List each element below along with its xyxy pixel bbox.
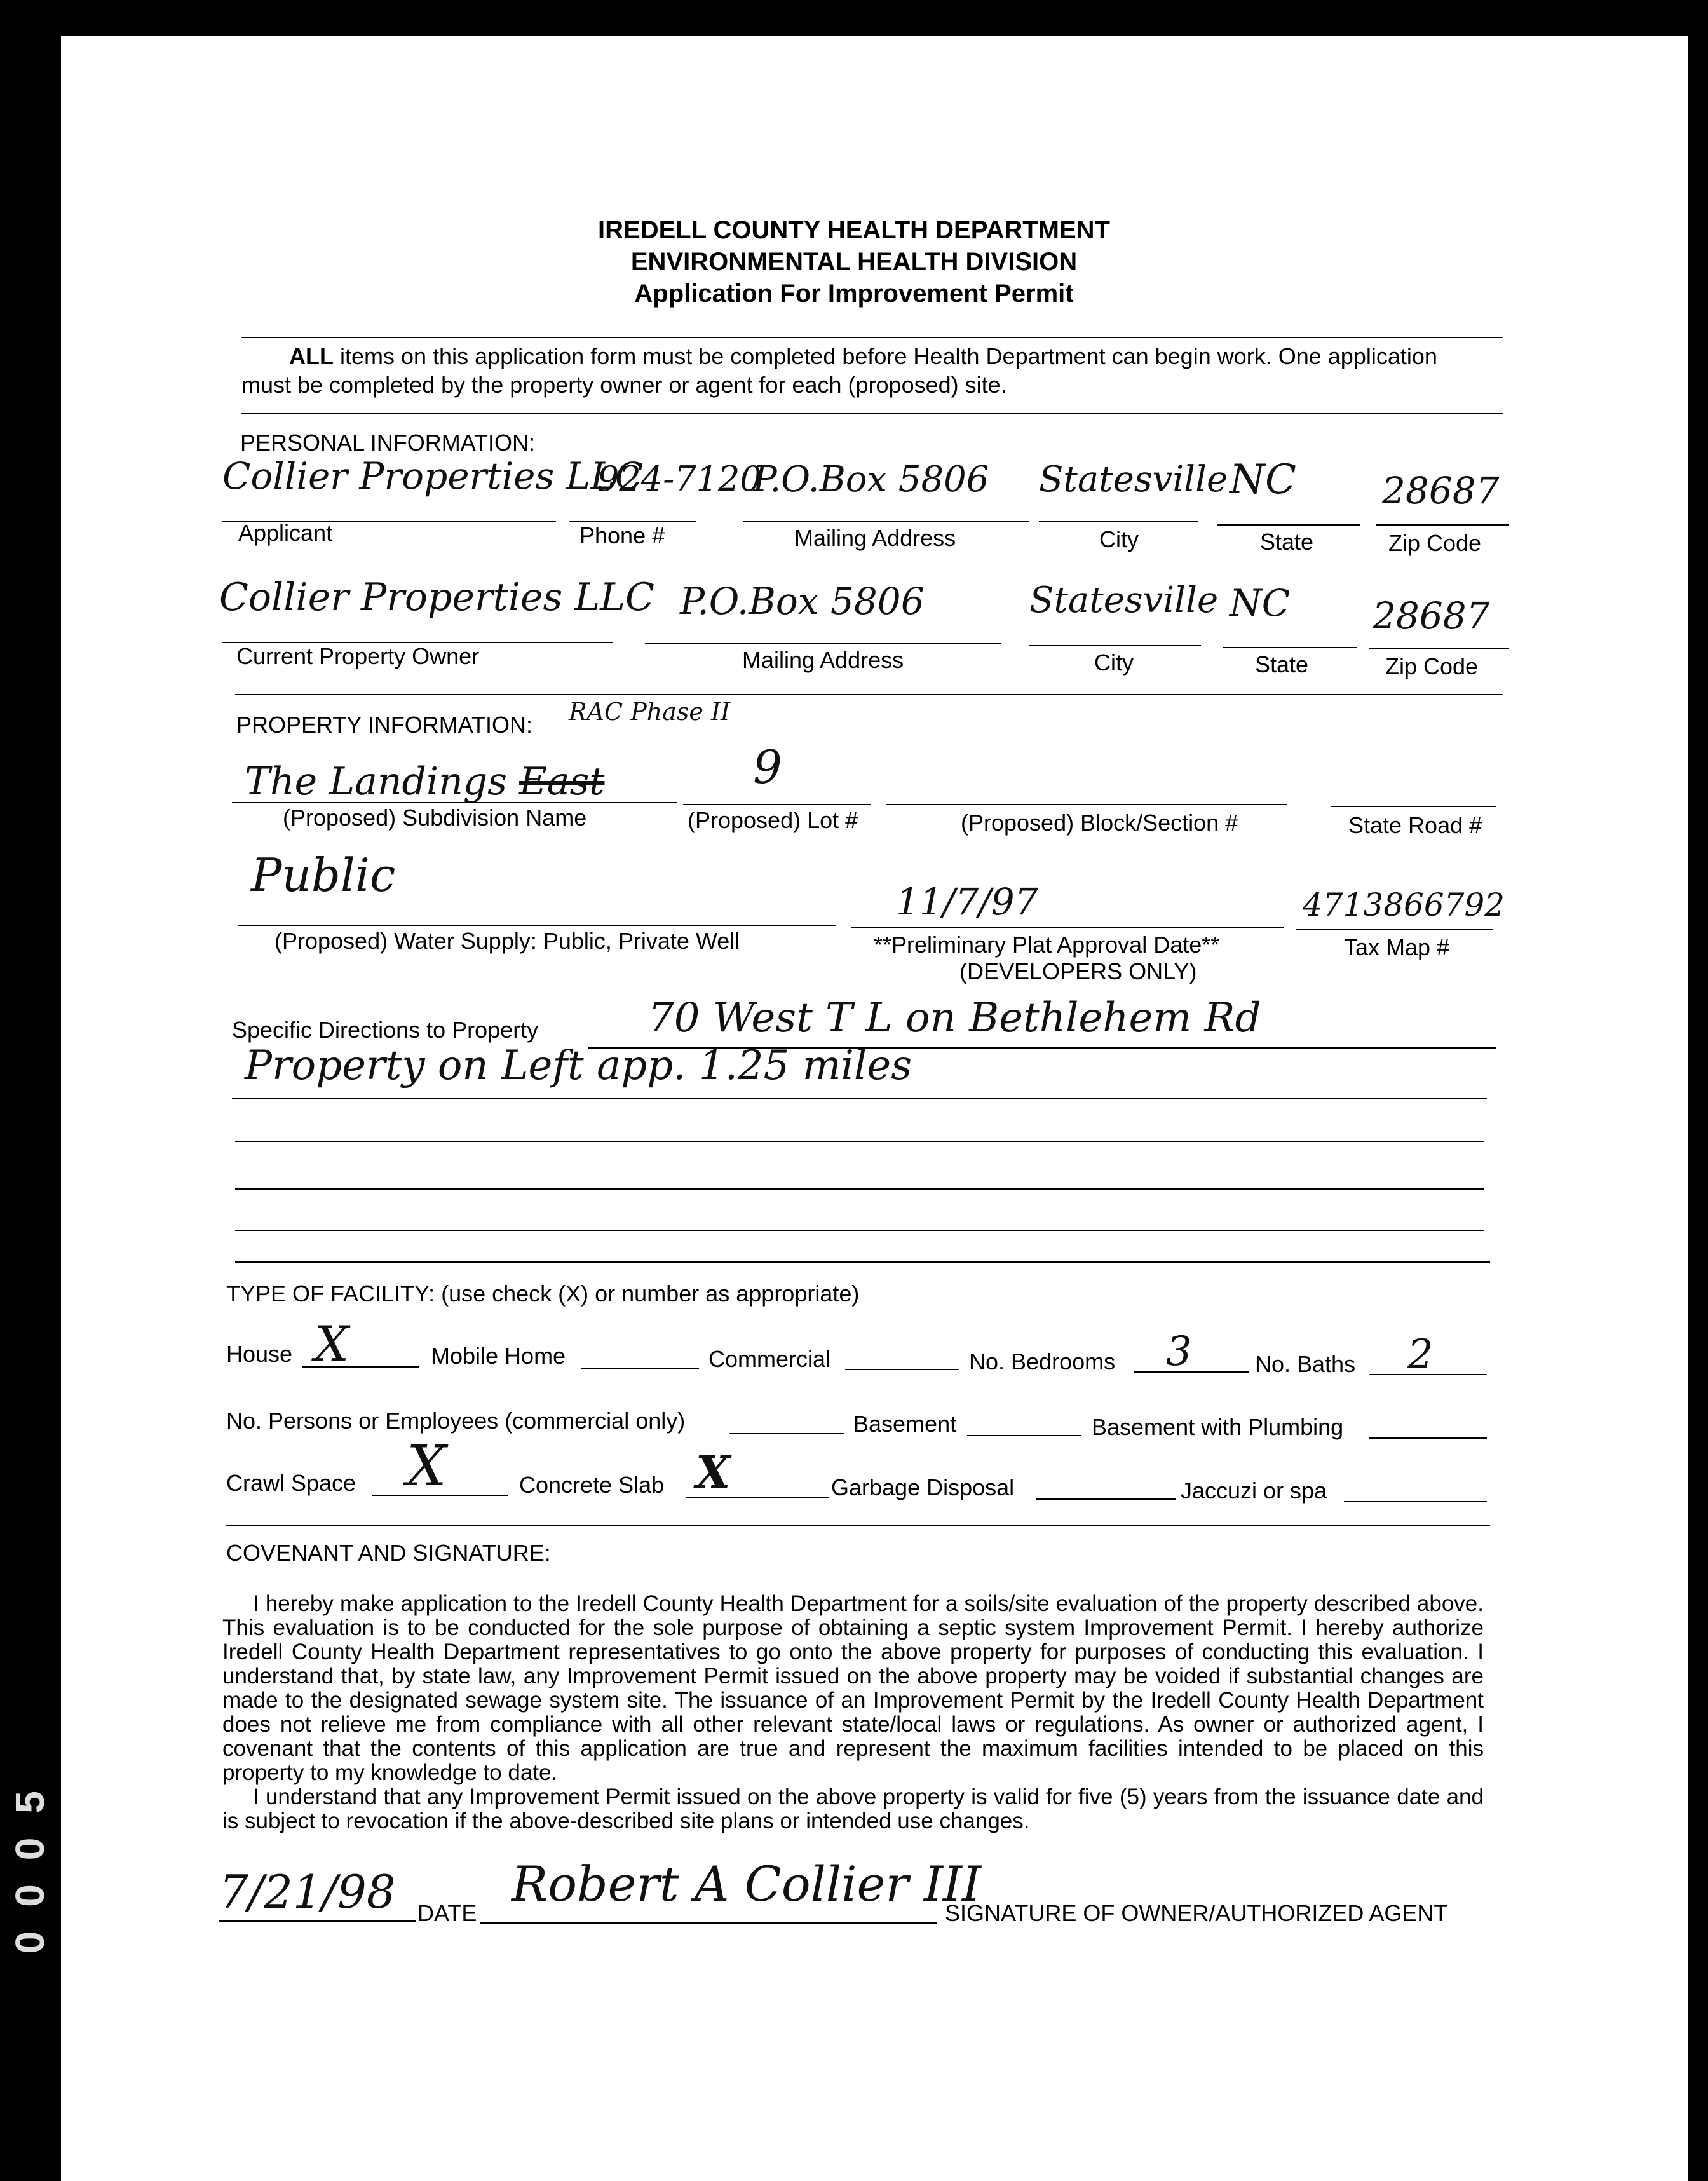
commercial-label: Commercial (708, 1346, 831, 1372)
phase-note: RAC Phase II (569, 698, 730, 726)
plat-date-label: **Preliminary Plat Approval Date** (874, 932, 1220, 958)
bedrooms-line (1134, 1371, 1249, 1373)
concrete-slab-line (686, 1497, 829, 1498)
subdivision-line (232, 802, 677, 803)
city-label: City (1099, 526, 1139, 552)
owner-zip-label: Zip Code (1385, 653, 1479, 679)
crawl-space-label: Crawl Space (226, 1470, 356, 1496)
owner-state-line (1223, 647, 1357, 648)
owner-city-label: City (1094, 649, 1134, 676)
zip-line (1376, 524, 1509, 526)
margin-stamp: 0005 (7, 1767, 53, 1954)
city-line (1039, 521, 1198, 522)
mailing-label: Mailing Address (794, 525, 956, 551)
divider (241, 337, 1503, 338)
owner-city-line (1029, 645, 1201, 646)
divider (241, 413, 1503, 414)
directions-label: Specific Directions to Property (232, 1017, 539, 1043)
owner-zip-line (1369, 648, 1509, 649)
directions-line3 (235, 1141, 1484, 1142)
date-value: 7/21/98 (219, 1865, 396, 1919)
basement-label: Basement (853, 1411, 957, 1437)
tax-map-label: Tax Map # (1344, 934, 1450, 960)
lot-line (683, 804, 871, 805)
phone-label: Phone # (580, 522, 665, 548)
date-label: DATE (417, 1900, 477, 1926)
intro-bold: ALL (289, 343, 334, 369)
signature-value: Robert A Collier III (512, 1856, 982, 1912)
baths-value: 2 (1407, 1331, 1434, 1378)
crawl-space-value: X (407, 1433, 447, 1498)
covenant-paragraph-1: I hereby make application to the Iredell County Health Department for a soils/site evaluation of the property described above. This evaluation is to be conducted for the sole purpose of obtaining a septic system Improvement Permit. I hereby authorize Iredell County Health Department representatives to go onto the above property for purposes of conducting this evaluation. I understand that, by state law, any Improvement Permit issued on the above property may be voided if substantial changes are made to the designated sewage system site. The issuance of an Improvement Permit by the Iredell County Health Department does not relieve me from compliance with all other relevant state/local laws or regulations. As owner or authorized agent, I covenant that the contents of this application are true and represent the maximum facilities intended to be placed on this property to my knowledge to date. (222, 1591, 1484, 1785)
city-value: Statesville (1039, 459, 1228, 500)
owner-city-value: Statesville (1029, 580, 1219, 621)
signature-line (480, 1922, 937, 1924)
covenant-paragraph-2: I understand that any Improvement Permit issued on the above property is valid for five (5) years from the issuance date and is subject to revocation if the above-described site plans or intended use changes. (222, 1784, 1484, 1833)
divider (235, 1261, 1490, 1263)
state-road-line (1331, 806, 1496, 807)
plat-date-value: 11/7/97 (896, 880, 1038, 923)
lot-value: 9 (753, 740, 782, 794)
owner-value: Collier Properties LLC (219, 575, 654, 620)
intro-text: items on this application form must be completed before Health Department can begin work. One application (333, 343, 1437, 369)
subdivision-struck-text: East (519, 759, 605, 804)
directions-line2 (232, 1098, 1487, 1099)
mobile-home-line (581, 1368, 699, 1369)
state-line (1217, 524, 1360, 526)
lot-label: (Proposed) Lot # (688, 807, 858, 833)
developers-only-label: (DEVELOPERS ONLY) (959, 958, 1197, 984)
form-title: Application For Improvement Permit (634, 280, 1074, 308)
basement-line (967, 1435, 1081, 1436)
tax-map-value: 4713866792 (1303, 887, 1505, 923)
concrete-slab-label: Concrete Slab (519, 1472, 665, 1498)
intro-line1 (289, 343, 1437, 370)
applicant-value: Collier Properties LLC (222, 454, 644, 498)
house-value: X (315, 1315, 349, 1372)
state-road-label: State Road # (1348, 812, 1482, 838)
state-value: NC (1230, 456, 1296, 503)
owner-state-label: State (1255, 651, 1309, 677)
owner-mailing-label: Mailing Address (742, 647, 904, 673)
facility-heading: TYPE OF FACILITY: (use check (X) or number as appropriate) (226, 1281, 860, 1307)
state-label: State (1260, 529, 1314, 555)
jacuzzi-label: Jaccuzi or spa (1181, 1478, 1327, 1504)
commercial-line (845, 1369, 959, 1370)
property-info-heading: PROPERTY INFORMATION: (236, 712, 533, 738)
divider (226, 1525, 1490, 1526)
subdivision-name: The Landings (245, 759, 507, 804)
owner-state-value: NC (1230, 581, 1291, 625)
garbage-disposal-label: Garbage Disposal (831, 1474, 1015, 1500)
directions-line1-value: 70 West T L on Bethlehem Rd (648, 995, 1261, 1042)
block-line (886, 804, 1287, 805)
basement-plumbing-line (1369, 1437, 1487, 1439)
baths-line (1369, 1374, 1487, 1375)
bedrooms-label: No. Bedrooms (969, 1349, 1116, 1375)
signature-label: SIGNATURE OF OWNER/AUTHORIZED AGENT (945, 1900, 1448, 1926)
water-label: (Proposed) Water Supply: Public, Private Well (274, 928, 740, 954)
directions-line4 (235, 1188, 1484, 1190)
covenant-heading: COVENANT AND SIGNATURE: (226, 1540, 551, 1566)
intro-line2: must be completed by the property owner or agent for each (proposed) site. (241, 372, 1007, 398)
division-title: ENVIRONMENTAL HEALTH DIVISION (630, 248, 1078, 276)
basement-plumbing-label: Basement with Plumbing (1092, 1414, 1344, 1440)
water-supply-value: Public (251, 848, 396, 902)
baths-label: No. Baths (1255, 1351, 1356, 1377)
jacuzzi-line (1344, 1501, 1487, 1502)
personal-info-heading: PERSONAL INFORMATION: (240, 430, 536, 456)
concrete-slab-value: X (696, 1446, 731, 1498)
applicant-label: Applicant (238, 520, 333, 546)
directions-line5 (235, 1230, 1484, 1231)
water-line (238, 925, 836, 926)
phone-value: 924-7120 (597, 459, 762, 499)
owner-mailing-value: P.O.Box 5806 (680, 580, 925, 623)
mobile-home-label: Mobile Home (431, 1343, 566, 1369)
owner-zip-value: 28687 (1372, 594, 1490, 637)
block-label: (Proposed) Block/Section # (961, 810, 1238, 836)
house-label: House (226, 1341, 293, 1367)
mailing-line (743, 521, 1029, 522)
tax-map-line (1296, 929, 1493, 930)
bedrooms-value: 3 (1166, 1328, 1192, 1375)
zip-code-value: 28687 (1382, 469, 1500, 512)
mailing-address-value: P.O.Box 5806 (753, 459, 989, 500)
house-line (302, 1366, 419, 1368)
plat-date-line (851, 927, 1284, 928)
department-title: IREDELL COUNTY HEALTH DEPARTMENT (598, 216, 1110, 244)
subdivision-label: (Proposed) Subdivision Name (283, 805, 587, 831)
owner-label: Current Property Owner (236, 643, 480, 669)
crawl-space-line (372, 1495, 508, 1496)
date-line (219, 1920, 416, 1922)
owner-mailing-line (645, 643, 1001, 644)
subdivision-value (245, 759, 605, 804)
directions-line2-value: Property on Left app. 1.25 miles (245, 1042, 912, 1089)
garbage-disposal-line (1036, 1498, 1176, 1500)
covenant-text (222, 1592, 1484, 1833)
divider (235, 694, 1503, 695)
persons-line (729, 1433, 844, 1434)
persons-label: No. Persons or Employees (commercial only) (226, 1408, 686, 1434)
zip-label: Zip Code (1388, 530, 1482, 556)
